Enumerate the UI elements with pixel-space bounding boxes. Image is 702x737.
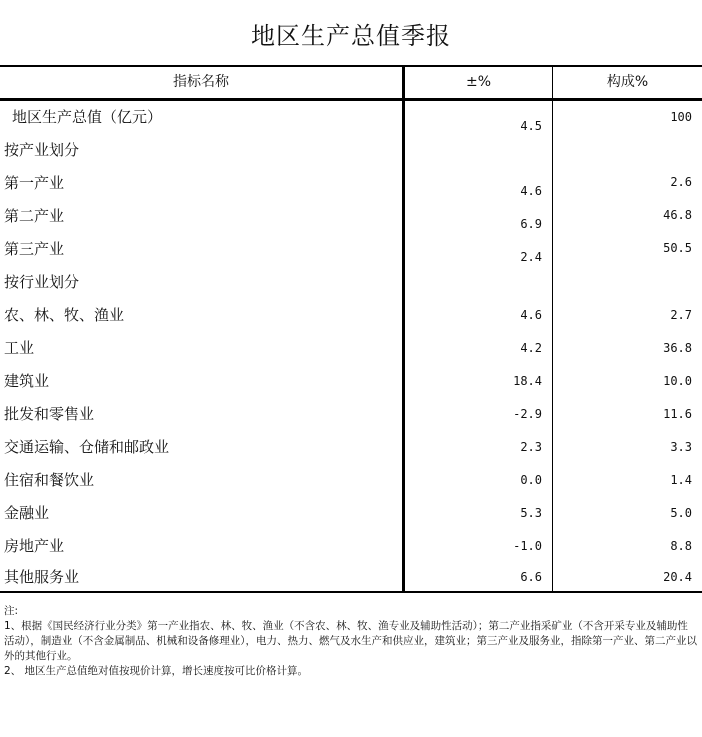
row-share: 36.8 xyxy=(663,341,692,355)
row-name: 房地产业 xyxy=(4,537,65,555)
table-row xyxy=(0,332,702,365)
row-name: 交通运输、仓储和邮政业 xyxy=(4,438,170,456)
table-row xyxy=(0,530,702,563)
header-change-percent: ±% xyxy=(465,74,492,90)
row-share: 20.4 xyxy=(663,570,692,584)
row-share: 46.8 xyxy=(663,208,692,222)
row-share: 10.0 xyxy=(663,374,692,388)
table-row xyxy=(0,233,702,266)
row-name: 其他服务业 xyxy=(4,568,80,586)
row-share: 2.7 xyxy=(670,308,692,322)
page-title: 地区生产总值季报 xyxy=(251,22,451,50)
row-name: 第二产业 xyxy=(4,207,65,225)
table-row xyxy=(0,431,702,464)
row-name: 第一产业 xyxy=(4,174,65,192)
note-2: 2、 地区生产总值绝对值按现价计算，增长速度按可比价格计算。 xyxy=(4,665,309,677)
row-share: 5.0 xyxy=(670,506,692,520)
table-row xyxy=(0,101,702,134)
row-change: 4.2 xyxy=(520,341,542,355)
footnotes xyxy=(4,604,698,679)
row-share: 1.4 xyxy=(670,473,692,487)
row-change: 5.3 xyxy=(520,506,542,520)
row-change: 6.6 xyxy=(520,570,542,584)
row-name: 按行业划分 xyxy=(4,273,80,291)
row-share: 8.8 xyxy=(670,539,692,553)
row-share: 2.6 xyxy=(670,175,692,189)
row-name: 批发和零售业 xyxy=(4,405,95,423)
row-change: 2.3 xyxy=(520,440,542,454)
header-share-percent: 构成% xyxy=(606,74,649,90)
row-change: 2.4 xyxy=(520,250,542,264)
table-row xyxy=(0,561,702,594)
table-row xyxy=(0,134,702,167)
row-name: 金融业 xyxy=(4,504,50,522)
header-indicator-name: 指标名称 xyxy=(173,74,229,90)
row-change: 0.0 xyxy=(520,473,542,487)
table-row xyxy=(0,365,702,398)
row-share: 50.5 xyxy=(663,241,692,255)
notes-heading: 注: xyxy=(4,605,19,617)
row-change: 4.6 xyxy=(520,184,542,198)
row-change: 4.5 xyxy=(520,119,542,133)
table-row xyxy=(0,398,702,431)
row-name: 按产业划分 xyxy=(4,141,80,159)
row-change: -2.9 xyxy=(513,407,542,421)
row-name: 建筑业 xyxy=(4,372,50,390)
row-change: 4.6 xyxy=(520,308,542,322)
row-change: 18.4 xyxy=(513,374,542,388)
row-name: 住宿和餐饮业 xyxy=(4,471,95,489)
table-row xyxy=(0,464,702,497)
row-share: 100 xyxy=(670,110,692,124)
row-name: 工业 xyxy=(4,339,35,357)
row-change: 6.9 xyxy=(520,217,542,231)
note-1: 1、根据《国民经济行业分类》第一产业指农、林、牧、渔业（不含农、林、牧、渔专业及辅助性活动）；第二产业指采矿业（不含开采专业及辅助性活动），制造业（不含金属制品、机械和设备修理业），电力、热力、燃气及水生产和供应业，建筑业；第三产业及服务业，指除第一产业、第二产业以外的其他行业。 xyxy=(4,620,697,662)
row-name: 第三产业 xyxy=(4,240,65,258)
table-row xyxy=(0,497,702,530)
row-change: -1.0 xyxy=(513,539,542,553)
table-row xyxy=(0,200,702,233)
row-name: 农、林、牧、渔业 xyxy=(4,306,125,324)
row-name: 地区生产总值（亿元） xyxy=(12,108,163,126)
row-share: 11.6 xyxy=(663,407,692,421)
table-row xyxy=(0,266,702,299)
row-share: 3.3 xyxy=(670,440,692,454)
table-row xyxy=(0,299,702,332)
table-row xyxy=(0,167,702,200)
